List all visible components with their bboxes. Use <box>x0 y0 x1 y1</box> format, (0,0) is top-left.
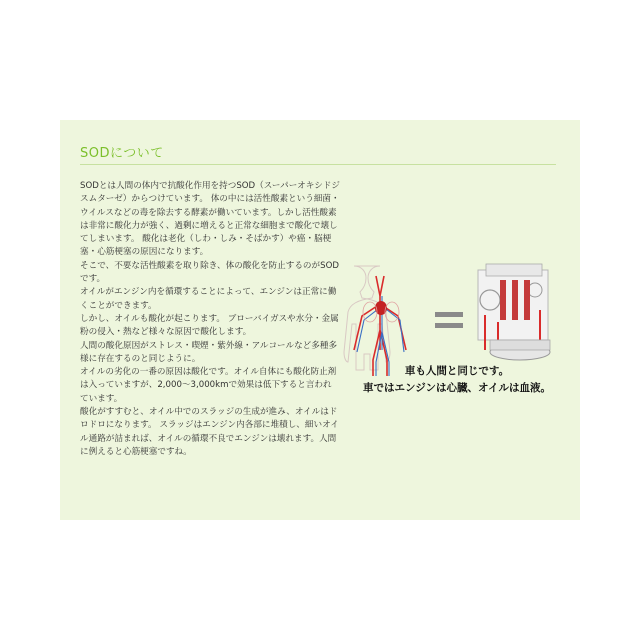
sod-section-panel <box>60 120 580 520</box>
body-paragraph: オイルがエンジン内を循環することによって、エンジンは正常に働くことができます。 <box>80 287 337 311</box>
engine-illustration <box>478 264 550 360</box>
caption-line-1: 車も人間と同じです。 <box>404 365 510 377</box>
section-body <box>80 180 340 459</box>
caption-line-2: 車ではエンジンは心臓、オイルは血液。 <box>363 382 551 394</box>
body-paragraph: 酸化がすすむと、オイル中でのスラッジの生成が進み、オイルはドロドロになります。 スラッジはエンジン内各部に堆積し、細いオイル通路が詰まれば、オイルの循環不良でエンジンは壊れます。人間に例えると心筋梗塞ですね。 <box>80 407 339 457</box>
body-paragraph: オイルの劣化の一番の原因は酸化です。オイル自体にも酸化防止剤は入っていますが、2,000～3,000kmで効果は低下すると言われています。 <box>80 367 337 404</box>
human-circulatory-illustration <box>344 266 406 376</box>
title-divider <box>80 164 556 165</box>
human-engine-comparison-figure <box>340 260 560 380</box>
body-paragraph: しかし、オイルも酸化が起こります。 ブローバイガスや水分・金属粉の侵入・熱など様々な原因で酸化します。 <box>80 313 339 338</box>
body-paragraph: 人間の酸化原因がストレス・喫煙・紫外線・アルコールなど多種多様に存在するのと同じように。 <box>80 340 338 364</box>
body-paragraph: SODとは人間の体内で抗酸化作用を持つSOD（スーパーオキシドジスムターゼ）からつけています。 体の中には活性酸素という細菌・ウイルスなどの毒を除去する酵素が働いています。しかし活性酸素は非常に酸化力が強く、過剰に増えると正常な細胞まで酸化で壊してしまいます。 酸化は老化（しわ・しみ・そばかす）や癌・脳梗塞・心筋梗塞の原因になります。 <box>80 181 340 258</box>
figure-caption <box>352 363 562 397</box>
section-title: SODについて <box>80 146 164 161</box>
equals-sign <box>435 312 463 328</box>
body-paragraph: そこで、不要な活性酸素を取り除き、体の酸化を防止するのがSODです。 <box>80 260 339 285</box>
